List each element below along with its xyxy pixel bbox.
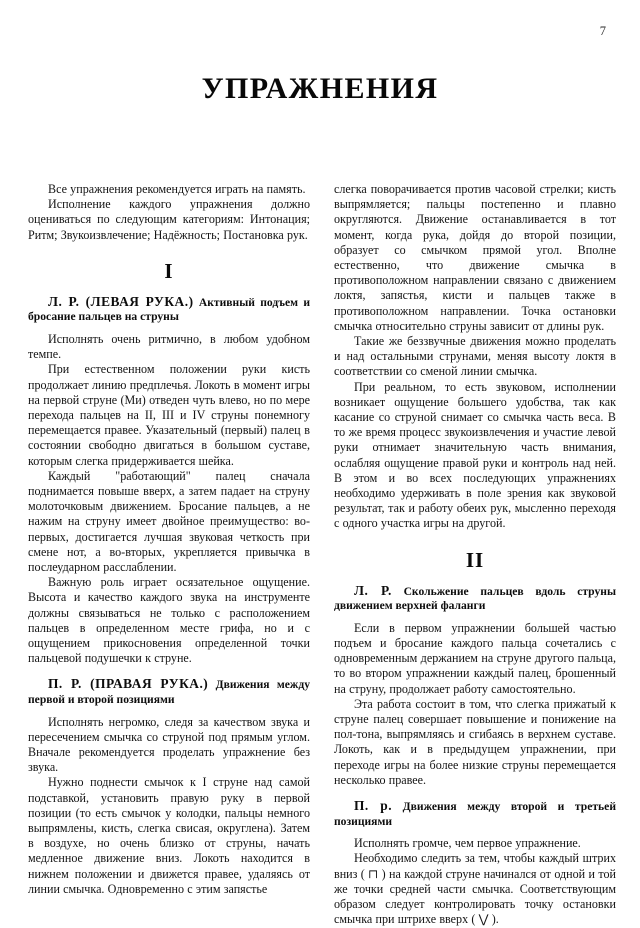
paragraph-cont-3: При реальном, то есть звуковом, исполнении возникает ощущение большего удобства, так как касание со струной снимает со смычка часть веса. В то же время процесс звукоизвлечения и участие левой руки отнимает значительную часть внимания, ослабляя ощущение правой руки и контроль над ней. В этом и во всех последующих упражнениях необходимо удерживать в поле зрения как звуковой результат, так и работу обеих рук, мысленно переходя с одного участка игры на другой. xyxy=(334,379,616,531)
two-column-body xyxy=(28,182,616,928)
heading-left-hand-section-1-right xyxy=(334,584,616,614)
paragraph-r2-1: Исполнять громче, чем первое упражнение. xyxy=(354,836,581,851)
paragraph-intro-2: Исполнение каждого упражнения должно оцениваться по следующим категориям: Интонация; Ритм; Звукоизвлечение; Надёжность; Постановка рук. xyxy=(28,197,310,242)
heading-caps-part: Л. Р. (ЛЕВАЯ РУКА.) xyxy=(48,293,194,309)
paragraph-s1-2: При естественном положении руки кисть продолжает линию предплечья. Локоть в момент игры на первой струне (Ми) отведен чуть влево, но по мере перехода пальцев на II, III и IV струны понемногу перемещается правее. Указательный (первый) палец в состоянии свободно двигаться в большом суставе, которым слегка придерживается шейка. xyxy=(28,362,310,468)
heading-rest-part: Движения между первой и второй позициями xyxy=(28,678,310,707)
right-column xyxy=(334,182,616,928)
left-column xyxy=(28,182,310,928)
heading-caps-part: Л. Р. xyxy=(354,582,392,598)
paragraph-s1-4: Важную роль играет осязательное ощущение. Высота и качество каждого звука на инструменте должны связываться не только с расположением пальцев в определенном месте грифа, но и с ощущением прикосновения определенной точки пальцевой подушечки к струне. xyxy=(28,575,310,666)
page-title: УПРАЖНЕНИЯ xyxy=(201,72,439,106)
heading-caps-part: П. р. xyxy=(354,798,393,814)
paragraph-s2-1: Исполнять негромко, следя за качеством звука и пересечением смычка со струной под прямым углом. Вначале рекомендуется проделать упражнение без звука. xyxy=(28,714,310,775)
heading-left-hand-section-1 xyxy=(28,295,310,325)
paragraph-r1-2: Эта работа состоит в том, что слегка прижатый к струне палец совершает повышение и понижение на пол-тона, выпрямляясь и сгибаясь в верхнем суставе. Локоть, как и в предыдущем упражнении, при переходе игры на более низкие струны перемещается несколько правее. xyxy=(334,696,616,787)
paragraph-r1-1: Если в первом упражнении большей частью подъем и бросание каждого пальца сочетались с одновременным держанием на струне другого пальца, то во втором упражнении каждый палец, брошенный на струну, продолжает работу самостоятельно. xyxy=(334,620,616,696)
paragraph-intro-1: Все упражнения рекомендуется играть на память. xyxy=(48,182,306,196)
heading-right-hand-section-2 xyxy=(28,677,310,707)
paragraph-r2-2: Необходимо следить за тем, чтобы каждый штрих вниз ( ⊓ ) на каждой струне начинался от одной и той же точки средней части смычка. Соответствующим образом следует контролировать точку остановки смычка при штрихе вверх ( ⋁ ). xyxy=(334,851,616,927)
roman-numeral-one: I xyxy=(164,258,174,283)
paragraph-cont-1: слегка поворачивается против часовой стрелки; кисть выпрямляется; пальцы постепенно и плавно округляются. Движение останавливается в тот момент, когда рука, дойдя до второй позиции, образует со смычком прямой угол. Вполне естественно, что движение смычка в противоположном направлении связано с движением локтя, запястья, кисти и пальцев также в противоположном направлении. Точка остановки смычка относительно струны зависит от длины рук. xyxy=(334,182,616,333)
heading-rest-part: Активный подъем и бросание пальцев на струны xyxy=(28,295,311,324)
paragraph-s1-1: Исполнять очень ритмично, в любом удобном темпе. xyxy=(28,332,310,362)
paragraph-cont-2: Такие же беззвучные движения можно проделать и над остальными струнами, меняя высоту локтя в соответствии со сменой линии смычка. xyxy=(334,334,616,379)
paragraph-s1-3: Каждый "работающий" палец сначала поднимается повыше вверх, а затем падает на струну молоточковым движением. Бросание пальцев, а не нажим на струну имеет двойное преимущество: во-первых, достигается лучшая звуковая четкость при смене нот, а во-вторых, укрепляется привычка в послеударном расслаблении. xyxy=(28,468,310,575)
heading-rest-part: Движения между второй и третьей позициями xyxy=(334,800,616,828)
heading-caps-part: П. Р. (ПРАВАЯ РУКА.) xyxy=(48,676,209,692)
heading-right-hand-section-2-right xyxy=(334,799,616,829)
heading-rest-part: Скольжение пальцев вдоль струны движением верхней фаланги xyxy=(334,584,616,613)
page-number: 7 xyxy=(599,24,606,38)
paragraph-s2-2: Нужно поднести смычок к I струне над самой подставкой, установить правую руку в первой позиции (то есть смычок у колодки, пальцы немного выпрямлены, кисть, слегка свисая, округлена). Затем в воздухе, но очень близко от струны, начать медленное движение вниз. Локоть находится в нижнем положении и движется правее, удаляясь от линии смычка. Одновременно с этим запястье xyxy=(28,775,310,896)
roman-numeral-two: II xyxy=(465,547,485,572)
